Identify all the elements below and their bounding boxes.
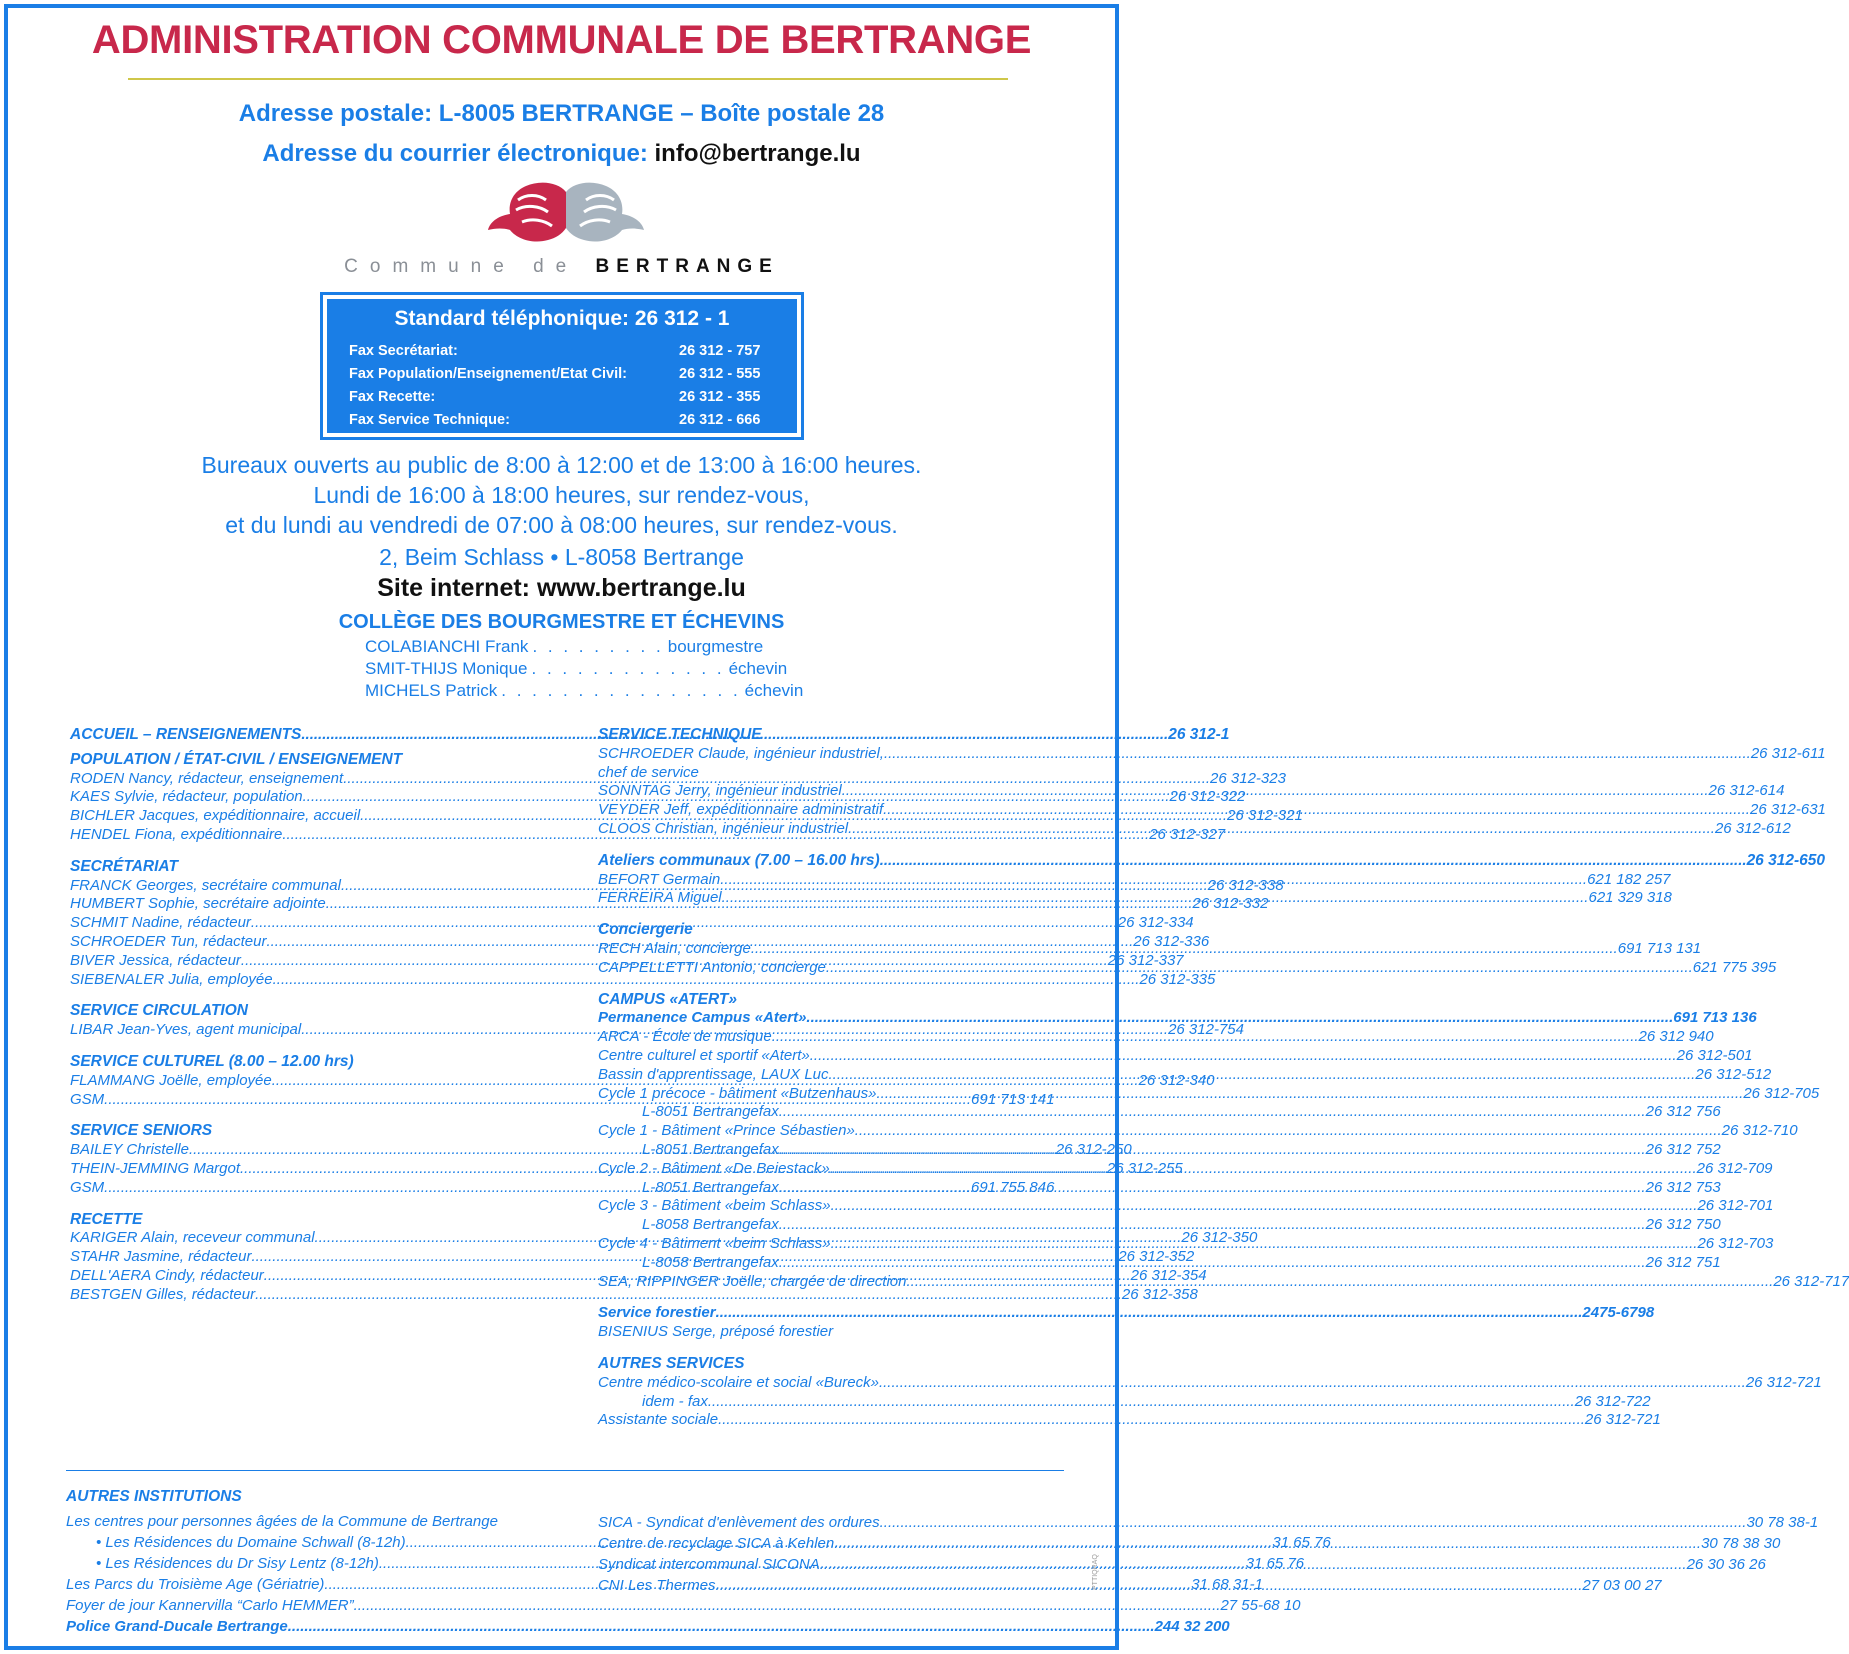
police-row: Police Grand-Ducale Bertrange ..... 244 32 200 <box>66 1616 531 1637</box>
directory-row: RECH Alain, concierge ..... 691 713 131 <box>598 940 1062 959</box>
directory-row: Centre culturel et sportif «Atert» ..... 26 312-501 <box>598 1047 1062 1066</box>
directory-row: Centre médico-scolaire et social «Bureck» ..... 26 312-721 <box>598 1374 1062 1393</box>
directory-row: Cycle 3 - Bâtiment «beim Schlass» ..... 26 312-701 <box>598 1197 1062 1216</box>
college-member: MICHELS Patrick . . . . . . . . . . . . . . . . échevin <box>365 681 804 700</box>
directory-row: BICHLER Jacques, expéditionnaire, accueil ..... 26 312-321 <box>70 807 534 826</box>
ateliers-row: Ateliers communaux (7.00 – 16.00 hrs) ..... 26 312-650 <box>598 852 1062 871</box>
directory-row: Cycle 2 - Bâtiment «De Beiestack» ..... 26 312-709 <box>598 1160 1062 1179</box>
directory-row: SIEBENALER Julia, employée ..... 26 312-335 <box>70 971 534 990</box>
directory-row: SCHROEDER Claude, ingénieur industriel, ..... 26 312-611 <box>598 745 1062 764</box>
fax-row: Fax Population/Enseignement/Etat Civil: 26 312 - 555 <box>349 366 761 382</box>
title-divider <box>128 78 1008 80</box>
institutions-intro: Les centres pour personnes âgées de la Commune de Bertrange <box>66 1513 498 1530</box>
directory-row: GSM ..... 691 713 141 <box>70 1091 534 1110</box>
college-member: COLABIANCHI Frank . . . . . . . . . bourgmestre <box>365 637 764 656</box>
directory-row: BEFORT Germain ..... 621 182 257 <box>598 871 1062 890</box>
section-title: CAMPUS «ATERT» <box>598 990 737 1008</box>
logo-prefix: Commune de <box>344 256 579 277</box>
directory-row-cont: BISENIUS Serge, préposé forestier <box>598 1323 834 1341</box>
fax-row: Fax Recette: 26 312 - 355 <box>349 389 761 405</box>
directory-row: STAHR Jasmine, rédacteur ..... 26 312-352 <box>70 1248 534 1267</box>
directory-row: • Les Résidences du Domaine Schwall (8-12h) ..... 31 65 76 <box>66 1532 531 1553</box>
section-title: AUTRES INSTITUTIONS <box>66 1488 242 1505</box>
directory-row: Les Parcs du Troisième Age (Gériatrie) ..... 31 68 31-1 <box>66 1574 531 1595</box>
directory-row: SCHROEDER Tun, rédacteur ..... 26 312-336 <box>70 933 534 952</box>
directory-row: Cycle 4 - Bâtiment «beim Schlass» ..... 26 312-703 <box>598 1235 1062 1254</box>
directory-row: Assistante sociale ..... 26 312-721 <box>598 1411 1062 1430</box>
directory-row: BIVER Jessica, rédacteur ..... 26 312-337 <box>70 952 534 971</box>
directory-row: CAPPELLETTI Antonio, concierge ..... 621 775 395 <box>598 959 1062 978</box>
directory-row: Foyer de jour Kannervilla “Carlo HEMMER” ..... 27 55-68 10 <box>66 1595 531 1616</box>
directory-row: Centre de recyclage SICA à Kehlen ..... 30 78 38 30 <box>598 1533 1062 1554</box>
phone-standard: Standard téléphonique: 26 312 - 1 <box>394 307 730 330</box>
directory-row: Cycle 1 - Bâtiment «Prince Sébastien» ..... 26 312-710 <box>598 1122 1062 1141</box>
directory-row: Syndicat intercommunal SICONA ..... 26 30 36 26 <box>598 1554 1062 1575</box>
directory-row: FRANCK Georges, secrétaire communal ..... 26 312-338 <box>70 877 534 896</box>
forestier-row: Service forestier ..... 2475-6798 <box>598 1304 1062 1323</box>
directory-row: KARIGER Alain, receveur communal ..... 26 312-350 <box>70 1229 534 1248</box>
institutions-divider <box>66 1470 1064 1471</box>
email-link[interactable]: info@bertrange.lu <box>654 140 861 167</box>
directory-row: FLAMMANG Joëlle, employée ..... 26 312-340 <box>70 1072 534 1091</box>
section-title: AUTRES SERVICES <box>598 1354 745 1372</box>
directory-row: LIBAR Jean-Yves, agent municipal ..... 26 312-754 <box>70 1021 534 1040</box>
directory-row-fax: L-8051 Bertrange fax ..... 26 312 753 <box>598 1179 1062 1198</box>
directory-row: • Les Résidences du Dr Sisy Lentz (8-12h) ..... 31 65 76 <box>66 1553 531 1574</box>
college-member: SMIT-THIJS Monique . . . . . . . . . . . . . échevin <box>365 659 788 678</box>
postal-address: Adresse postale: L-8005 BERTRANGE – Boîte postale 28 <box>238 100 885 127</box>
directory-row-cont: chef de service <box>598 763 699 781</box>
phone-box <box>320 292 804 440</box>
website-link[interactable]: Site internet: www.bertrange.lu <box>377 574 746 602</box>
lion-logo-icon <box>488 178 644 250</box>
hours-line: Bureaux ouverts au public de 8:00 à 12:00 et de 13:00 à 16:00 heures. <box>201 452 922 478</box>
directory-row: VEYDER Jeff, expéditionnaire administratif ..... 26 312-631 <box>598 801 1062 820</box>
directory-row: GSM ..... 691 755 846 <box>70 1179 534 1198</box>
section-title: SERVICE SENIORS <box>70 1122 213 1140</box>
section-title: SERVICE CIRCULATION <box>70 1002 248 1020</box>
section-title: Conciergerie <box>598 921 693 939</box>
directory-row-fax: L-8058 Bertrange fax ..... 26 312 751 <box>598 1254 1062 1273</box>
section-title: SECRÉTARIAT <box>70 857 178 875</box>
section-title: POPULATION / ÉTAT-CIVIL / ENSEIGNEMENT <box>70 750 403 768</box>
directory-row: KAES Sylvie, rédacteur, population ..... 26 312-322 <box>70 788 534 807</box>
directory-row: BESTGEN Gilles, rédacteur ..... 26 312-358 <box>70 1286 534 1305</box>
directory-row: DELL'AERA Cindy, rédacteur ..... 26 312-354 <box>70 1267 534 1286</box>
directory-row: BAILEY Christelle ..... 26 312-250 <box>70 1141 534 1160</box>
accueil-row: ACCUEIL – RENSEIGNEMENTS ..... 26 312-1 <box>70 726 534 745</box>
directory-row-fax: L-8051 Bertrange fax ..... 26 312 756 <box>598 1103 1062 1122</box>
directory-row: ARCA - École de musique ..... 26 312 940 <box>598 1028 1062 1047</box>
directory-row: RODEN Nancy, rédacteur, enseignement ..... 26 312-323 <box>70 770 534 789</box>
logo-wordmark <box>0 256 1123 278</box>
directory-row: Cycle 1 précoce - bâtiment «Butzenhaus» ..... 26 312-705 <box>598 1085 1062 1104</box>
directory-row: SICA - Syndicat d'enlèvement des ordures ..... 30 78 38-1 <box>598 1512 1062 1533</box>
page-title: ADMINISTRATION COMMUNALE DE BERTRANGE <box>91 18 1032 62</box>
logo-name: BERTRANGE <box>595 256 779 277</box>
directory-row: FERREIRA Miguel ..... 621 329 318 <box>598 889 1062 908</box>
directory-row: HENDEL Fiona, expéditionnaire ..... 26 312-327 <box>70 826 534 845</box>
directory-row: CLOOS Christian, ingénieur industriel ..... 26 312-612 <box>598 820 1062 839</box>
directory-row: idem - fax ..... 26 312-722 <box>598 1393 1062 1412</box>
fax-row: Fax Service Technique: 26 312 - 666 <box>349 412 761 428</box>
section-title: SERVICE CULTUREL (8.00 – 12.00 hrs) <box>70 1052 354 1070</box>
print-code: PTTIQRAQ <box>1092 1554 1099 1590</box>
directory-row: THEIN-JEMMING Margot ..... 26 312-255 <box>70 1160 534 1179</box>
fax-row: Fax Secrétariat: 26 312 - 757 <box>349 343 761 359</box>
section-title: RECETTE <box>70 1210 143 1228</box>
directory-row-fax: L-8051 Bertrange fax ..... 26 312 752 <box>598 1141 1062 1160</box>
directory-row: SEA, RIPPINGER Joëlle, chargée de direction ..... 26 312-717 <box>598 1273 1062 1292</box>
directory-row-fax: L-8058 Bertrange fax ..... 26 312 750 <box>598 1216 1062 1235</box>
hours-line: Lundi de 16:00 à 18:00 heures, sur rendez-vous, <box>313 482 810 508</box>
email-line <box>0 140 1123 168</box>
directory-row: SONNTAG Jerry, ingénieur industriel ..... 26 312-614 <box>598 782 1062 801</box>
directory-row: CNI Les Thermes ..... 27 03 00 27 <box>598 1575 1062 1596</box>
directory-row: HUMBERT Sophie, secrétaire adjointe ..... 26 312-332 <box>70 895 534 914</box>
permanence-row: Permanence Campus «Atert» ..... 691 713 136 <box>598 1009 1062 1028</box>
directory-row: Bassin d'apprentissage, LAUX Luc ..... 26 312-512 <box>598 1066 1062 1085</box>
directory-row: SCHMIT Nadine, rédacteur ..... 26 312-334 <box>70 914 534 933</box>
section-title: SERVICE TECHNIQUE <box>598 726 762 743</box>
college-title: COLLÈGE DES BOURGMESTRE ET ÉCHEVINS <box>338 611 785 633</box>
email-label: Adresse du courrier électronique: <box>262 140 648 167</box>
hours-line: et du lundi au vendredi de 07:00 à 08:00 heures, sur rendez-vous. <box>225 512 898 538</box>
street-address: 2, Beim Schlass • L-8058 Bertrange <box>379 544 744 570</box>
